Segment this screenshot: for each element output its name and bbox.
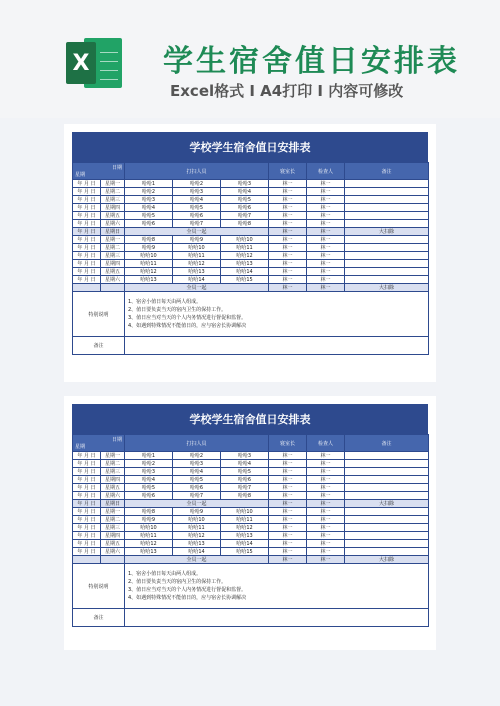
note-line: 3、值日应当对当天的个人内务情况进行督促和监督。 bbox=[128, 315, 247, 321]
cell-cleaner[interactable]: 哈哈13 bbox=[173, 540, 221, 548]
cell-inspector[interactable]: 林一 bbox=[307, 548, 345, 556]
banner-subtitle: Excel格式 I A4打印 I 内容可修改 bbox=[170, 82, 404, 100]
table-row bbox=[73, 212, 429, 220]
cell-date[interactable] bbox=[73, 556, 101, 564]
cell-remark[interactable] bbox=[345, 212, 429, 220]
cell-dorm-leader[interactable]: 林一 bbox=[269, 252, 307, 260]
cell-remark[interactable]: 大扫除 bbox=[345, 556, 429, 564]
cell-dorm-leader[interactable]: 林一 bbox=[269, 212, 307, 220]
cell-remark[interactable] bbox=[345, 236, 429, 244]
cell-cleaner[interactable]: 哈哈13 bbox=[173, 268, 221, 276]
table-row bbox=[73, 252, 429, 260]
notes-label: 特别说明 bbox=[73, 564, 125, 609]
sheet-page-2 bbox=[64, 396, 436, 650]
table-row bbox=[73, 524, 429, 532]
cell-cleaner[interactable]: 哈哈5 bbox=[173, 476, 221, 484]
cell-remark[interactable] bbox=[345, 252, 429, 260]
cell-remark[interactable]: 大扫除 bbox=[345, 500, 429, 508]
cell-cleaner[interactable]: 哈哈7 bbox=[173, 492, 221, 500]
cell-all[interactable]: 全员一起 bbox=[125, 500, 269, 508]
remark-row bbox=[73, 609, 429, 627]
cell-remark[interactable] bbox=[345, 196, 429, 204]
cell-dorm-leader[interactable]: 林一 bbox=[269, 500, 307, 508]
cell-cleaner[interactable]: 哈哈6 bbox=[173, 484, 221, 492]
cell-date[interactable]: 年 月 日 bbox=[73, 252, 101, 260]
remark-field[interactable] bbox=[125, 337, 429, 355]
cell-cleaner[interactable]: 哈哈8 bbox=[221, 220, 269, 228]
cell-dorm-leader[interactable]: 林一 bbox=[269, 276, 307, 284]
cell-inspector[interactable]: 林一 bbox=[307, 556, 345, 564]
cell-dorm-leader[interactable]: 林一 bbox=[269, 556, 307, 564]
cell-dorm-leader[interactable]: 林一 bbox=[269, 204, 307, 212]
cell-weekday[interactable]: 星期四 bbox=[101, 204, 125, 212]
cell-weekday[interactable]: 星期六 bbox=[101, 276, 125, 284]
note-line: 3、值日应当对当天的个人内务情况进行督促和监督。 bbox=[128, 587, 247, 593]
cell-dorm-leader[interactable]: 林一 bbox=[269, 260, 307, 268]
cell-dorm-leader[interactable]: 林一 bbox=[269, 244, 307, 252]
cell-remark[interactable] bbox=[345, 452, 429, 460]
cell-date[interactable]: 年 月 日 bbox=[73, 492, 101, 500]
cell-date[interactable]: 年 月 日 bbox=[73, 212, 101, 220]
cell-inspector[interactable]: 林一 bbox=[307, 268, 345, 276]
cell-dorm-leader[interactable]: 林一 bbox=[269, 268, 307, 276]
cell-cleaner[interactable]: 哈哈5 bbox=[173, 204, 221, 212]
cell-cleaner[interactable]: 哈哈5 bbox=[221, 196, 269, 204]
remark-field[interactable] bbox=[125, 609, 429, 627]
cell-weekday[interactable]: 星期六 bbox=[101, 220, 125, 228]
cell-weekday[interactable]: 星期一 bbox=[101, 508, 125, 516]
header-inspector: 检查人 bbox=[307, 163, 345, 180]
cell-cleaner[interactable]: 哈哈10 bbox=[125, 524, 173, 532]
cell-dorm-leader[interactable]: 林一 bbox=[269, 540, 307, 548]
cell-cleaner[interactable]: 哈哈13 bbox=[221, 532, 269, 540]
cell-weekday[interactable]: 星期三 bbox=[101, 196, 125, 204]
cell-cleaner[interactable]: 哈哈9 bbox=[125, 244, 173, 252]
cell-cleaner[interactable]: 哈哈4 bbox=[125, 476, 173, 484]
cell-inspector[interactable]: 林一 bbox=[307, 180, 345, 188]
table-row bbox=[73, 476, 429, 484]
sheet-title: 学校学生宿舍值日安排表 bbox=[72, 404, 428, 434]
cell-date[interactable]: 年 月 日 bbox=[73, 204, 101, 212]
note-line: 1、宿舍小值日每天由两人组成。 bbox=[128, 299, 202, 305]
cell-cleaner[interactable]: 哈哈2 bbox=[173, 452, 221, 460]
cell-cleaner[interactable]: 哈哈9 bbox=[125, 516, 173, 524]
notes-label: 特别说明 bbox=[73, 292, 125, 337]
cell-weekday[interactable]: 星期五 bbox=[101, 484, 125, 492]
duty-table bbox=[72, 434, 429, 627]
cell-weekday[interactable]: 星期二 bbox=[101, 460, 125, 468]
table-row bbox=[73, 484, 429, 492]
banner bbox=[0, 0, 500, 118]
cell-cleaner[interactable]: 哈哈11 bbox=[173, 252, 221, 260]
cell-remark[interactable] bbox=[345, 188, 429, 196]
cell-cleaner[interactable]: 哈哈6 bbox=[173, 212, 221, 220]
cell-all[interactable]: 全员一起 bbox=[125, 284, 269, 292]
cell-cleaner[interactable]: 哈哈7 bbox=[221, 212, 269, 220]
cell-remark[interactable] bbox=[345, 548, 429, 556]
cell-dorm-leader[interactable]: 林一 bbox=[269, 196, 307, 204]
cell-date[interactable]: 年 月 日 bbox=[73, 508, 101, 516]
cell-cleaner[interactable]: 哈哈13 bbox=[221, 260, 269, 268]
cell-inspector[interactable]: 林一 bbox=[307, 500, 345, 508]
cell-cleaner[interactable]: 哈哈3 bbox=[173, 188, 221, 196]
header-cleaners: 打扫人员 bbox=[125, 435, 269, 452]
cell-inspector[interactable]: 林一 bbox=[307, 236, 345, 244]
notes-text bbox=[125, 292, 429, 337]
cell-remark[interactable] bbox=[345, 260, 429, 268]
cell-dorm-leader[interactable]: 林一 bbox=[269, 484, 307, 492]
cell-cleaner[interactable]: 哈哈4 bbox=[221, 188, 269, 196]
cell-weekday[interactable]: 星期三 bbox=[101, 524, 125, 532]
header-date-week: 日期 星期 bbox=[73, 163, 125, 180]
cell-date[interactable]: 年 月 日 bbox=[73, 276, 101, 284]
cell-cleaner[interactable]: 哈哈3 bbox=[173, 460, 221, 468]
cell-cleaner[interactable]: 哈哈12 bbox=[221, 524, 269, 532]
cell-weekday[interactable]: 星期三 bbox=[101, 252, 125, 260]
cell-remark[interactable] bbox=[345, 180, 429, 188]
table-header bbox=[73, 435, 429, 452]
cell-date[interactable]: 年 月 日 bbox=[73, 268, 101, 276]
table-row bbox=[73, 532, 429, 540]
cell-cleaner[interactable]: 哈哈1 bbox=[125, 180, 173, 188]
cell-cleaner[interactable]: 哈哈15 bbox=[221, 276, 269, 284]
cell-date[interactable]: 年 月 日 bbox=[73, 468, 101, 476]
table-row bbox=[73, 236, 429, 244]
cell-weekday[interactable]: 星期五 bbox=[101, 268, 125, 276]
cell-cleaner[interactable]: 哈哈10 bbox=[125, 252, 173, 260]
cell-cleaner[interactable]: 哈哈12 bbox=[125, 268, 173, 276]
cell-dorm-leader[interactable]: 林一 bbox=[269, 508, 307, 516]
header-date-week: 日期 星期 bbox=[73, 435, 125, 452]
cell-date[interactable]: 年 月 日 bbox=[73, 500, 101, 508]
cell-cleaner[interactable]: 哈哈10 bbox=[173, 516, 221, 524]
cell-cleaner[interactable]: 哈哈8 bbox=[125, 236, 173, 244]
cell-inspector[interactable]: 林一 bbox=[307, 228, 345, 236]
cell-dorm-leader[interactable]: 林一 bbox=[269, 548, 307, 556]
cell-date[interactable]: 年 月 日 bbox=[73, 484, 101, 492]
cell-weekday[interactable]: 星期一 bbox=[101, 180, 125, 188]
note-line: 4、如遇到特殊情况不能值日的，应与宿舍长协调解决 bbox=[128, 323, 247, 329]
cell-dorm-leader[interactable]: 林一 bbox=[269, 468, 307, 476]
cell-remark[interactable] bbox=[345, 268, 429, 276]
note-line: 1、宿舍小值日每天由两人组成。 bbox=[128, 571, 202, 577]
cell-remark[interactable] bbox=[345, 508, 429, 516]
cell-cleaner[interactable]: 哈哈1 bbox=[125, 452, 173, 460]
cell-remark[interactable] bbox=[345, 492, 429, 500]
cell-dorm-leader[interactable]: 林一 bbox=[269, 524, 307, 532]
excel-logo-icon: X bbox=[66, 38, 124, 90]
cell-cleaner[interactable]: 哈哈4 bbox=[173, 468, 221, 476]
cell-dorm-leader[interactable]: 林一 bbox=[269, 236, 307, 244]
cell-date[interactable]: 年 月 日 bbox=[73, 460, 101, 468]
cell-dorm-leader[interactable]: 林一 bbox=[269, 188, 307, 196]
cell-cleaner[interactable]: 哈哈12 bbox=[173, 532, 221, 540]
cell-weekday[interactable]: 星期三 bbox=[101, 468, 125, 476]
cell-cleaner[interactable]: 哈哈11 bbox=[125, 260, 173, 268]
cell-cleaner[interactable]: 哈哈14 bbox=[173, 276, 221, 284]
cell-cleaner[interactable]: 哈哈13 bbox=[125, 276, 173, 284]
cell-cleaner[interactable]: 哈哈4 bbox=[173, 196, 221, 204]
cell-inspector[interactable]: 林一 bbox=[307, 492, 345, 500]
cell-date[interactable]: 年 月 日 bbox=[73, 516, 101, 524]
header-dorm-leader: 寝室长 bbox=[269, 163, 307, 180]
cell-inspector[interactable]: 林一 bbox=[307, 260, 345, 268]
cell-cleaner[interactable]: 哈哈6 bbox=[221, 204, 269, 212]
cell-cleaner[interactable]: 哈哈12 bbox=[221, 252, 269, 260]
notes-row bbox=[73, 564, 429, 609]
cell-remark[interactable]: 大扫除 bbox=[345, 284, 429, 292]
cell-cleaner[interactable]: 哈哈11 bbox=[125, 532, 173, 540]
cell-remark[interactable] bbox=[345, 540, 429, 548]
cell-date[interactable]: 年 月 日 bbox=[73, 180, 101, 188]
cell-cleaner[interactable]: 哈哈3 bbox=[221, 452, 269, 460]
sheet-title: 学校学生宿舍值日安排表 bbox=[72, 132, 428, 162]
cell-weekday[interactable]: 星期四 bbox=[101, 476, 125, 484]
header-inspector: 检查人 bbox=[307, 435, 345, 452]
cell-dorm-leader[interactable]: 林一 bbox=[269, 228, 307, 236]
table-row bbox=[73, 460, 429, 468]
table-row bbox=[73, 188, 429, 196]
table-row bbox=[73, 260, 429, 268]
cell-weekday[interactable]: 星期五 bbox=[101, 540, 125, 548]
notes-row bbox=[73, 292, 429, 337]
cell-remark[interactable] bbox=[345, 468, 429, 476]
cell-cleaner[interactable]: 哈哈2 bbox=[125, 460, 173, 468]
cell-inspector[interactable]: 林一 bbox=[307, 460, 345, 468]
cell-cleaner[interactable]: 哈哈5 bbox=[221, 468, 269, 476]
cell-cleaner[interactable]: 哈哈2 bbox=[125, 188, 173, 196]
table-row bbox=[73, 220, 429, 228]
cell-cleaner[interactable]: 哈哈6 bbox=[221, 476, 269, 484]
cell-weekday[interactable]: 星期二 bbox=[101, 244, 125, 252]
table-header bbox=[73, 163, 429, 180]
cell-all[interactable]: 全员一起 bbox=[125, 556, 269, 564]
cell-remark[interactable] bbox=[345, 524, 429, 532]
header-cleaners: 打扫人员 bbox=[125, 163, 269, 180]
cell-inspector[interactable]: 林一 bbox=[307, 524, 345, 532]
cell-remark[interactable] bbox=[345, 484, 429, 492]
header-dorm-leader: 寝室长 bbox=[269, 435, 307, 452]
cell-inspector[interactable]: 林一 bbox=[307, 196, 345, 204]
cell-dorm-leader[interactable]: 林一 bbox=[269, 220, 307, 228]
cell-inspector[interactable]: 林一 bbox=[307, 212, 345, 220]
cell-weekday[interactable]: 星期日 bbox=[101, 500, 125, 508]
note-line: 2、值日要负责当天的宿内卫生的保持工作。 bbox=[128, 579, 227, 585]
cell-cleaner[interactable]: 哈哈3 bbox=[125, 196, 173, 204]
header-remark: 备注 bbox=[345, 163, 429, 180]
cell-cleaner[interactable]: 哈哈8 bbox=[125, 508, 173, 516]
table-row bbox=[73, 268, 429, 276]
cell-remark[interactable] bbox=[345, 460, 429, 468]
cell-inspector[interactable]: 林一 bbox=[307, 284, 345, 292]
cell-inspector[interactable]: 林一 bbox=[307, 508, 345, 516]
cell-inspector[interactable]: 林一 bbox=[307, 204, 345, 212]
table-row bbox=[73, 540, 429, 548]
cell-dorm-leader[interactable]: 林一 bbox=[269, 516, 307, 524]
cell-cleaner[interactable]: 哈哈6 bbox=[125, 492, 173, 500]
table-row bbox=[73, 244, 429, 252]
cell-cleaner[interactable]: 哈哈7 bbox=[221, 484, 269, 492]
cell-weekday[interactable]: 星期六 bbox=[101, 492, 125, 500]
table-row bbox=[73, 492, 429, 500]
cell-cleaner[interactable]: 哈哈10 bbox=[221, 236, 269, 244]
cell-date[interactable]: 年 月 日 bbox=[73, 548, 101, 556]
cell-weekday[interactable]: 星期四 bbox=[101, 532, 125, 540]
remark-label: 备注 bbox=[73, 337, 125, 355]
cell-cleaner[interactable]: 哈哈9 bbox=[173, 508, 221, 516]
cell-weekday[interactable]: 星期五 bbox=[101, 212, 125, 220]
cell-remark[interactable] bbox=[345, 516, 429, 524]
cell-cleaner[interactable]: 哈哈9 bbox=[173, 236, 221, 244]
cell-cleaner[interactable]: 哈哈4 bbox=[125, 204, 173, 212]
table-row bbox=[73, 284, 429, 292]
cell-weekday[interactable] bbox=[101, 284, 125, 292]
cell-remark[interactable] bbox=[345, 532, 429, 540]
cell-inspector[interactable]: 林一 bbox=[307, 276, 345, 284]
table-row bbox=[73, 180, 429, 188]
cell-date[interactable]: 年 月 日 bbox=[73, 228, 101, 236]
cell-dorm-leader[interactable]: 林一 bbox=[269, 492, 307, 500]
cell-dorm-leader[interactable]: 林一 bbox=[269, 180, 307, 188]
cell-cleaner[interactable]: 哈哈13 bbox=[125, 548, 173, 556]
cell-weekday[interactable]: 星期日 bbox=[101, 228, 125, 236]
cell-inspector[interactable]: 林一 bbox=[307, 252, 345, 260]
notes-text bbox=[125, 564, 429, 609]
cell-weekday[interactable]: 星期二 bbox=[101, 516, 125, 524]
cell-cleaner[interactable]: 哈哈8 bbox=[221, 492, 269, 500]
cell-cleaner[interactable]: 哈哈10 bbox=[173, 244, 221, 252]
cell-dorm-leader[interactable]: 林一 bbox=[269, 284, 307, 292]
cell-cleaner[interactable]: 哈哈12 bbox=[173, 260, 221, 268]
cell-cleaner[interactable]: 哈哈3 bbox=[125, 468, 173, 476]
cell-weekday[interactable]: 星期二 bbox=[101, 188, 125, 196]
cell-weekday[interactable]: 星期一 bbox=[101, 452, 125, 460]
cell-date[interactable]: 年 月 日 bbox=[73, 524, 101, 532]
cell-cleaner[interactable]: 哈哈3 bbox=[221, 180, 269, 188]
cell-date[interactable]: 年 月 日 bbox=[73, 236, 101, 244]
note-line: 2、值日要负责当天的宿内卫生的保持工作。 bbox=[128, 307, 227, 313]
cell-cleaner[interactable]: 哈哈11 bbox=[221, 516, 269, 524]
cell-cleaner[interactable]: 哈哈7 bbox=[173, 220, 221, 228]
table-row bbox=[73, 468, 429, 476]
table-row bbox=[73, 556, 429, 564]
note-line: 4、如遇到特殊情况不能值日的，应与宿舍长协调解决 bbox=[128, 595, 247, 601]
cell-cleaner[interactable]: 哈哈14 bbox=[221, 268, 269, 276]
cell-inspector[interactable]: 林一 bbox=[307, 476, 345, 484]
cell-dorm-leader[interactable]: 林一 bbox=[269, 476, 307, 484]
cell-date[interactable]: 年 月 日 bbox=[73, 452, 101, 460]
banner-title: 学生宿舍值日安排表 bbox=[163, 44, 460, 79]
cell-cleaner[interactable]: 哈哈6 bbox=[125, 220, 173, 228]
cell-dorm-leader[interactable]: 林一 bbox=[269, 460, 307, 468]
cell-inspector[interactable]: 林一 bbox=[307, 484, 345, 492]
cell-inspector[interactable]: 林一 bbox=[307, 220, 345, 228]
cell-date[interactable]: 年 月 日 bbox=[73, 532, 101, 540]
cell-inspector[interactable]: 林一 bbox=[307, 532, 345, 540]
duty-table bbox=[72, 162, 429, 355]
table-row bbox=[73, 196, 429, 204]
cell-weekday[interactable]: 星期一 bbox=[101, 236, 125, 244]
table-row bbox=[73, 204, 429, 212]
cell-date[interactable] bbox=[73, 284, 101, 292]
cell-inspector[interactable]: 林一 bbox=[307, 244, 345, 252]
cell-all[interactable]: 全员一起 bbox=[125, 228, 269, 236]
cell-cleaner[interactable]: 哈哈14 bbox=[221, 540, 269, 548]
cell-remark[interactable] bbox=[345, 476, 429, 484]
cell-cleaner[interactable]: 哈哈12 bbox=[125, 540, 173, 548]
cell-date[interactable]: 年 月 日 bbox=[73, 540, 101, 548]
cell-inspector[interactable]: 林一 bbox=[307, 516, 345, 524]
cell-remark[interactable] bbox=[345, 220, 429, 228]
cell-dorm-leader[interactable]: 林一 bbox=[269, 452, 307, 460]
cell-date[interactable]: 年 月 日 bbox=[73, 220, 101, 228]
cell-cleaner[interactable]: 哈哈14 bbox=[173, 548, 221, 556]
cell-remark[interactable]: 大扫除 bbox=[345, 228, 429, 236]
remark-label: 备注 bbox=[73, 609, 125, 627]
cell-inspector[interactable]: 林一 bbox=[307, 468, 345, 476]
cell-cleaner[interactable]: 哈哈11 bbox=[173, 524, 221, 532]
cell-cleaner[interactable]: 哈哈11 bbox=[221, 244, 269, 252]
cell-remark[interactable] bbox=[345, 276, 429, 284]
cell-weekday[interactable] bbox=[101, 556, 125, 564]
cell-weekday[interactable]: 星期四 bbox=[101, 260, 125, 268]
cell-date[interactable]: 年 月 日 bbox=[73, 188, 101, 196]
cell-date[interactable]: 年 月 日 bbox=[73, 260, 101, 268]
cell-cleaner[interactable]: 哈哈10 bbox=[221, 508, 269, 516]
cell-cleaner[interactable]: 哈哈2 bbox=[173, 180, 221, 188]
header-remark: 备注 bbox=[345, 435, 429, 452]
cell-inspector[interactable]: 林一 bbox=[307, 452, 345, 460]
cell-remark[interactable] bbox=[345, 204, 429, 212]
sheet-page-1 bbox=[64, 124, 436, 382]
cell-inspector[interactable]: 林一 bbox=[307, 188, 345, 196]
table-row bbox=[73, 548, 429, 556]
table-row bbox=[73, 228, 429, 236]
cell-date[interactable]: 年 月 日 bbox=[73, 244, 101, 252]
cell-cleaner[interactable]: 哈哈15 bbox=[221, 548, 269, 556]
table-row bbox=[73, 276, 429, 284]
table-row bbox=[73, 508, 429, 516]
table-row bbox=[73, 452, 429, 460]
cell-cleaner[interactable]: 哈哈5 bbox=[125, 484, 173, 492]
cell-cleaner[interactable]: 哈哈4 bbox=[221, 460, 269, 468]
cell-date[interactable]: 年 月 日 bbox=[73, 196, 101, 204]
cell-date[interactable]: 年 月 日 bbox=[73, 476, 101, 484]
cell-remark[interactable] bbox=[345, 244, 429, 252]
cell-cleaner[interactable]: 哈哈5 bbox=[125, 212, 173, 220]
table-row bbox=[73, 516, 429, 524]
table-row bbox=[73, 500, 429, 508]
cell-inspector[interactable]: 林一 bbox=[307, 540, 345, 548]
cell-weekday[interactable]: 星期六 bbox=[101, 548, 125, 556]
cell-dorm-leader[interactable]: 林一 bbox=[269, 532, 307, 540]
remark-row bbox=[73, 337, 429, 355]
